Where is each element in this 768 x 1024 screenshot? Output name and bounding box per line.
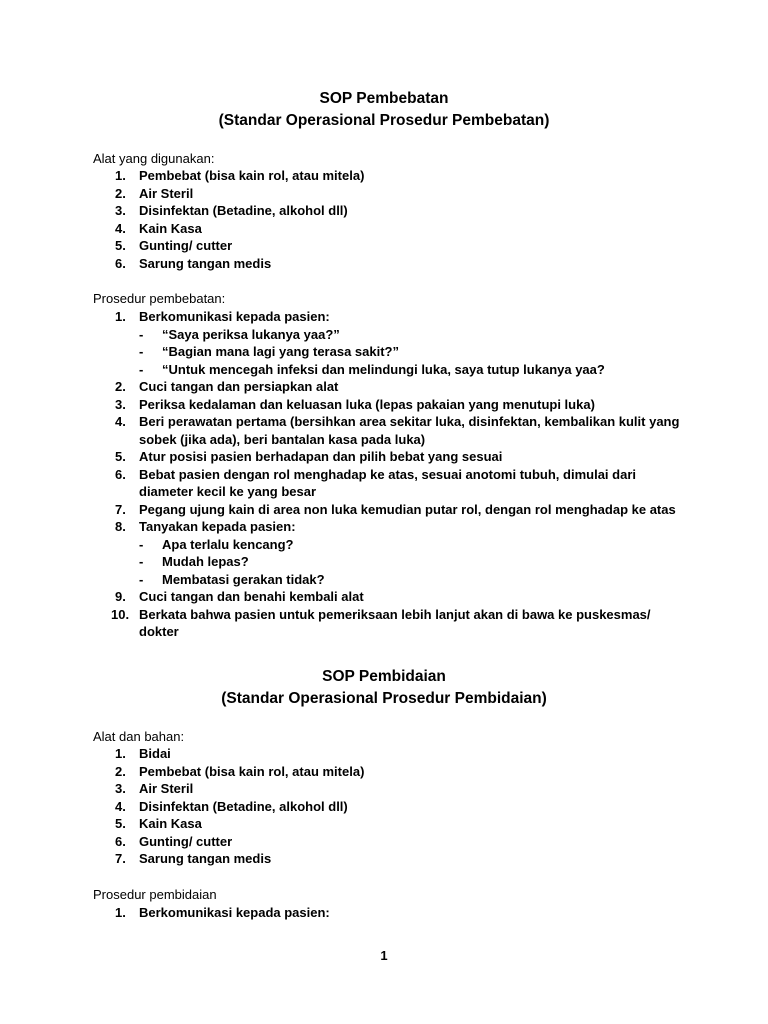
list-item: [93, 185, 693, 203]
list-item: [93, 798, 693, 816]
list-item-text: Disinfektan (Betadine, alkohol dll): [139, 203, 348, 218]
list-item-text: Atur posisi pasien berhadapan dan pilih bebat yang sesuai: [139, 449, 503, 464]
sub-list-text: “Saya periksa lukanya yaa?”: [162, 326, 340, 342]
list-item-number: 3.: [115, 203, 126, 218]
list-item: [93, 466, 693, 501]
list-item-text: Periksa kedalaman dan keluasan luka (lepas pakaian yang menutupi luka): [139, 396, 595, 412]
list-item: [93, 501, 693, 519]
list-item-number: 6.: [115, 833, 126, 849]
list-item-number: 4.: [115, 798, 126, 814]
list-item-number: 1.: [115, 746, 126, 761]
list-item: [93, 833, 693, 851]
list-item-number: 4.: [115, 414, 126, 429]
list-item-number: 6.: [115, 466, 126, 482]
section1-procedure-label: Prosedur pembebatan:: [93, 291, 226, 306]
list-item: [93, 220, 693, 238]
list-item-text: Air Steril: [139, 185, 194, 201]
sub-list-text: Membatasi gerakan tidak?: [162, 571, 325, 587]
list-item: [93, 378, 693, 396]
list-item-text: Beri perawatan pertama (bersihkan area sekitar luka, disinfektan, kembalikan kulit yang sobek (jika ada), beri bantalan kasa pada luka): [139, 414, 680, 447]
sub-list: [139, 326, 693, 379]
list-item-number: 9.: [115, 589, 126, 604]
list-item: [93, 308, 693, 378]
section2-subtitle: (Standar Operasional Prosedur Pembidaian): [221, 690, 547, 707]
list-item: [93, 588, 693, 606]
sub-list: [139, 536, 693, 589]
list-item-text: Air Steril: [139, 781, 194, 796]
list-item: [93, 780, 693, 798]
list-item-text: Pembebat (bisa kain rol, atau mitela): [139, 168, 365, 183]
sub-list-item: [139, 536, 693, 554]
list-item-number: 2.: [115, 763, 126, 779]
list-item-text: Gunting/ cutter: [139, 833, 233, 849]
page-number: 1: [380, 948, 388, 963]
list-item-number: 7.: [115, 851, 126, 866]
section1-tools-list: [93, 167, 693, 272]
sub-list-item: [139, 361, 693, 379]
list-item-number: 10.: [111, 606, 130, 622]
list-item-number: 2.: [115, 379, 126, 394]
list-item: [93, 413, 693, 448]
section1-procedure-list: [93, 308, 693, 641]
list-item-number: 5.: [115, 816, 126, 831]
list-item-number: 5.: [115, 238, 126, 253]
list-item-text: Berkomunikasi kepada pasien:: [139, 905, 330, 920]
section2-tools-label: Alat dan bahan:: [93, 729, 185, 744]
list-item: [93, 763, 693, 781]
section1-title: SOP Pembebatan: [319, 90, 449, 107]
list-item: [93, 850, 693, 868]
list-item-text: Kain Kasa: [139, 220, 202, 236]
list-item: [93, 167, 693, 185]
sub-list-text: Mudah lepas?: [162, 554, 249, 569]
list-item-number: 1.: [115, 168, 126, 183]
list-item-text: Gunting/ cutter: [139, 238, 233, 253]
sub-list-text: “Bagian mana lagi yang terasa sakit?”: [162, 344, 399, 359]
list-item-number: 5.: [115, 449, 126, 464]
list-item: [93, 255, 693, 273]
sub-list-text: “Untuk mencegah infeksi dan melindungi luka, saya tutup lukanya yaa?: [162, 361, 605, 377]
list-item-text: Bidai: [139, 746, 171, 761]
list-item-text: Sarung tangan medis: [139, 851, 272, 866]
list-item-number: 1.: [115, 309, 126, 324]
list-item: [93, 518, 693, 588]
list-item-text: Cuci tangan dan benahi kembali alat: [139, 589, 364, 604]
sub-list-dash: -: [139, 344, 144, 359]
list-item-number: 8.: [115, 519, 126, 534]
section1-subtitle: (Standar Operasional Prosedur Pembebatan): [218, 112, 550, 129]
sub-list-item: [139, 343, 693, 361]
list-item-text: Sarung tangan medis: [139, 255, 272, 271]
list-item: [93, 904, 693, 922]
list-item-text: Berkata bahwa pasien untuk pemeriksaan lebih lanjut akan di bawa ke puskesmas/ dokter: [139, 606, 651, 639]
sub-list-item: [139, 326, 693, 344]
list-item-number: 2.: [115, 185, 126, 201]
sub-list-dash: -: [139, 554, 144, 569]
list-item: [93, 202, 693, 220]
sub-list-dash: -: [139, 361, 144, 377]
list-item-text: Disinfektan (Betadine, alkohol dll): [139, 798, 348, 814]
sub-list-dash: -: [139, 536, 144, 552]
list-item-number: 1.: [115, 905, 126, 920]
list-item-number: 7.: [115, 501, 126, 517]
section2-procedure-list: [93, 904, 693, 922]
list-item-number: 3.: [115, 396, 126, 412]
sub-list-item: [139, 553, 693, 571]
list-item: [93, 237, 693, 255]
section2-tools-list: [93, 745, 693, 868]
list-item-text: Berkomunikasi kepada pasien:: [139, 309, 330, 324]
list-item-text: Kain Kasa: [139, 816, 202, 831]
list-item-number: 6.: [115, 255, 126, 271]
list-item-text: Bebat pasien dengan rol menghadap ke atas, sesuai anotomi tubuh, dimulai dari diameter kecil ke yang besar: [139, 466, 636, 499]
section2-title: SOP Pembidaian: [322, 668, 446, 685]
list-item-text: Cuci tangan dan persiapkan alat: [139, 379, 339, 394]
list-item-number: 3.: [115, 781, 126, 796]
list-item: [93, 448, 693, 466]
sub-list-text: Apa terlalu kencang?: [162, 536, 294, 552]
list-item: [93, 606, 693, 641]
list-item: [93, 815, 693, 833]
sub-list-dash: -: [139, 326, 144, 342]
list-item: [93, 745, 693, 763]
list-item-text: Pegang ujung kain di area non luka kemudian putar rol, dengan rol menghadap ke atas: [139, 501, 676, 517]
sub-list-dash: -: [139, 571, 144, 587]
list-item-text: Tanyakan kepada pasien:: [139, 519, 296, 534]
list-item: [93, 396, 693, 414]
section1-tools-label: Alat yang digunakan:: [93, 151, 215, 166]
list-item-text: Pembebat (bisa kain rol, atau mitela): [139, 763, 365, 779]
sub-list-item: [139, 571, 693, 589]
section2-procedure-label: Prosedur pembidaian: [93, 887, 217, 902]
list-item-number: 4.: [115, 220, 126, 236]
